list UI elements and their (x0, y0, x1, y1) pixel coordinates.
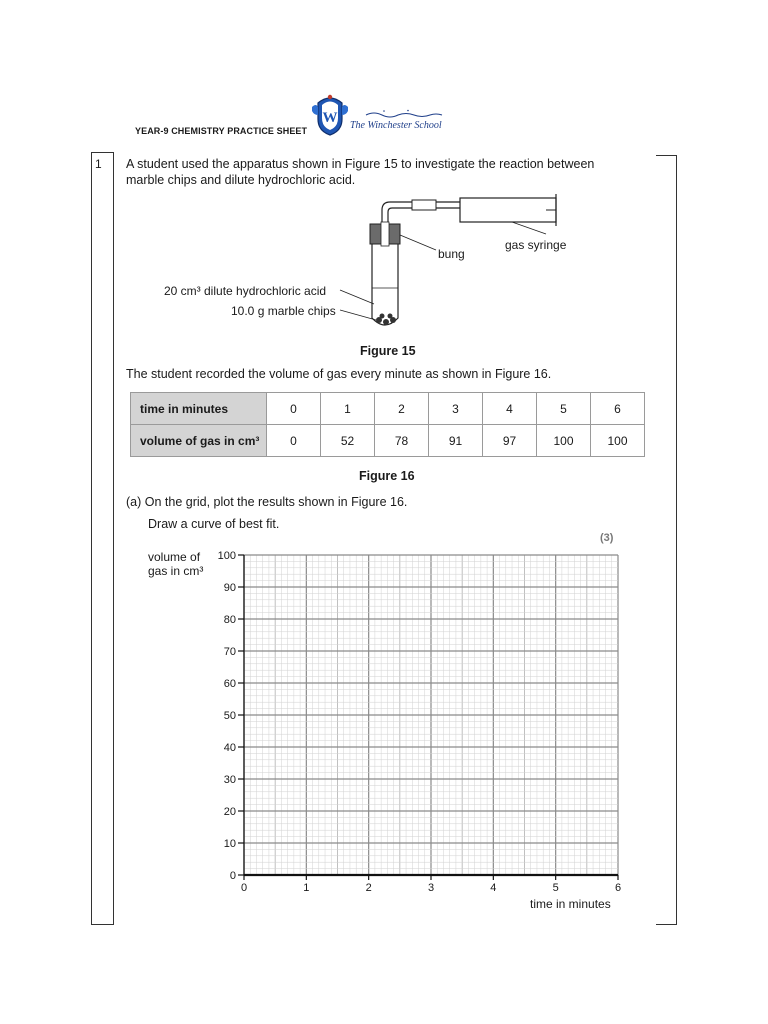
table-cell: 52 (321, 425, 375, 457)
y-tick-label: 10 (223, 838, 236, 850)
figure16-caption: Figure 16 (359, 469, 415, 483)
y-tick-label: 90 (223, 582, 236, 594)
frame-bottom-right (656, 924, 676, 925)
table-cell: 0 (267, 425, 321, 457)
table-cell: 2 (375, 393, 429, 425)
table-row (131, 425, 645, 457)
table-cell: 4 (483, 393, 537, 425)
x-tick-label: 0 (240, 882, 248, 894)
y-tick-label: 70 (223, 646, 236, 658)
y-tick-label: 60 (223, 678, 236, 690)
crest-icon (312, 93, 348, 137)
y-tick-label: 20 (223, 806, 236, 818)
y-tick-label: 50 (223, 710, 236, 722)
x-tick-label: 4 (490, 882, 497, 894)
question-intro-line1: A student used the apparatus shown in Figure 15 to investigate the reaction between (126, 157, 595, 171)
table-cell: 5 (537, 393, 591, 425)
y-tick-label: 40 (223, 742, 236, 754)
frame-top-left (91, 152, 113, 153)
frame-top-right (656, 155, 676, 156)
frame-left-outer (91, 152, 92, 925)
marks-indicator: (3) (600, 532, 614, 544)
y-tick-label: 30 (223, 774, 236, 786)
y-axis-label-line2: gas in cm³ (148, 564, 204, 578)
x-tick-label: 6 (614, 882, 622, 894)
x-axis-label: time in minutes (530, 897, 611, 911)
school-logo (312, 93, 452, 137)
table-cell: 100 (537, 425, 591, 457)
table-cell: 6 (591, 393, 645, 425)
svg-text:W: W (322, 110, 338, 126)
table-row (131, 393, 645, 425)
row-header-time: time in minutes (131, 393, 267, 425)
figure15-caption: Figure 15 (360, 344, 416, 358)
arabic-script-icon (364, 108, 444, 118)
table-cell: 3 (429, 393, 483, 425)
school-name: The Winchester School (350, 120, 442, 131)
x-tick-label: 2 (365, 882, 372, 894)
table-cell: 100 (591, 425, 645, 457)
results-table (130, 392, 645, 457)
table-cell: 1 (321, 393, 375, 425)
x-tick-label: 3 (427, 882, 435, 894)
y-axis-label-line1: volume of (148, 550, 201, 564)
part-a-instruction-2: Draw a curve of best fit. (148, 517, 280, 531)
row-header-volume: volume of gas in cm³ (131, 425, 267, 457)
sheet-title: YEAR-9 CHEMISTRY PRACTICE SHEET (135, 126, 308, 136)
label-acid: 20 cm³ dilute hydrochloric acid (164, 284, 327, 298)
question-number: 1 (95, 157, 102, 171)
table-cell: 78 (375, 425, 429, 457)
table-cell: 97 (483, 425, 537, 457)
label-bung: bung (438, 247, 465, 261)
label-gas-syringe: gas syringe (505, 238, 567, 252)
x-tick-label: 1 (303, 882, 310, 894)
table-cell: 91 (429, 425, 483, 457)
table-cell: 0 (267, 393, 321, 425)
apparatus-diagram (150, 190, 570, 340)
y-tick-label: 100 (217, 550, 236, 562)
frame-number-divider (113, 152, 114, 925)
frame-right (676, 155, 677, 925)
part-a-instruction: (a) On the grid, plot the results shown in Figure 16. (126, 495, 408, 509)
frame-bottom-left (91, 924, 113, 925)
x-tick-label: 5 (552, 882, 559, 894)
table-intro: The student recorded the volume of gas every minute as shown in Figure 16. (126, 367, 552, 381)
question-intro-line2: marble chips and dilute hydrochloric acid. (126, 173, 356, 187)
y-tick-label: 0 (229, 870, 236, 882)
label-marble-chips: 10.0 g marble chips (231, 304, 336, 318)
graph-grid[interactable] (140, 545, 640, 915)
gas-syringe-barrel (460, 198, 556, 222)
y-tick-label: 80 (223, 614, 236, 626)
